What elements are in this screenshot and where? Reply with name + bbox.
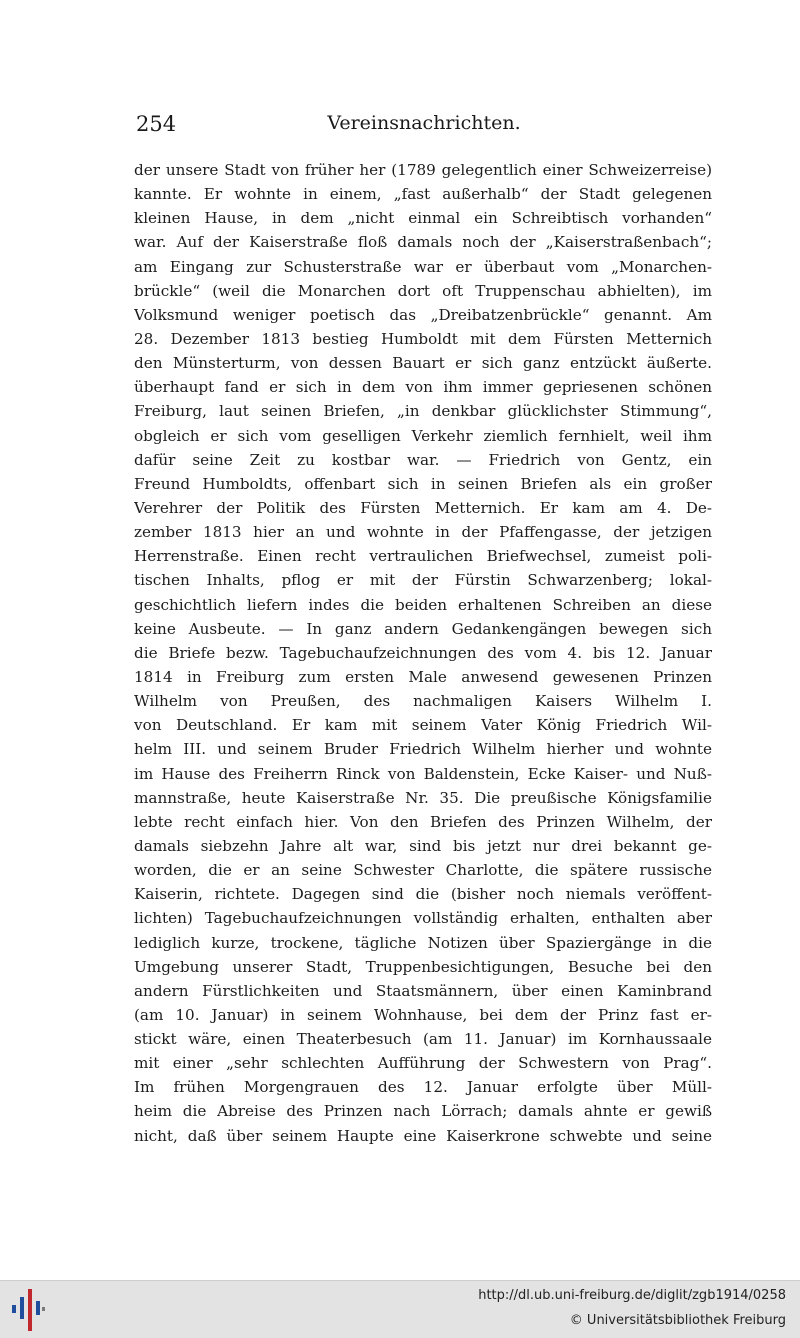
text-line: Verehrer der Politik des Fürsten Metternich. Er kam am 4. De-: [134, 498, 712, 517]
text-line: (am 10. Januar) in seinem Wohnhause, bei dem der Prinz fast er-: [134, 1005, 712, 1024]
text-line: andern Fürstlichkeiten und Staatsmännern, über einen Kaminbrand: [134, 981, 712, 1000]
text-line: der unsere Stadt von früher her (1789 gelegentlich einer Schweizerreise): [134, 161, 712, 179]
text-line: nicht, daß über seinem Haupte eine Kaiserkrone schwebte und seine: [134, 1126, 712, 1145]
text-line: brückle“ (weil die Monarchen dort oft Truppenschau abhielten), im: [134, 281, 712, 300]
text-line: Umgebung unserer Stadt, Truppenbesichtigungen, Besuche bei den: [134, 957, 712, 976]
text-line: am Eingang zur Schusterstraße war er überbaut vom „Monarchen-: [134, 257, 712, 276]
text-line: Volksmund weniger poetisch das „Dreibatzenbrückle“ genannt. Am: [134, 305, 712, 324]
text-line: Herrenstraße. Einen recht vertraulichen Briefwechsel, zumeist poli-: [134, 547, 712, 566]
text-line: Wilhelm von Preußen, des nachmaligen Kaisers Wilhelm I.: [134, 692, 712, 711]
text-line: lichten) Tagebuchaufzeichnungen vollständig erhalten, enthalten aber: [134, 909, 712, 928]
text-line: 28. Dezember 1813 bestieg Humboldt mit dem Fürsten Metternich: [134, 329, 712, 348]
text-line: die Briefe bezw. Tagebuchaufzeichnungen des vom 4. bis 12. Januar: [134, 643, 712, 662]
page-url[interactable]: http://dl.ub.uni-freiburg.de/diglit/zgb1914/0258: [478, 1288, 786, 1303]
ub-freiburg-logo-icon[interactable]: [8, 1287, 48, 1333]
page-header: [136, 112, 712, 142]
running-title: Vereinsnachrichten.: [327, 112, 521, 134]
text-line: keine Ausbeute. — In ganz andern Gedankengängen bewegen sich: [134, 619, 712, 638]
text-line: lebte recht einfach hier. Von den Briefen des Prinzen Wilhelm, der: [134, 812, 712, 831]
text-line: stickt wäre, einen Theaterbesuch (am 11. Januar) im Kornhaussaale: [134, 1030, 712, 1049]
text-line: obgleich er sich vom geselligen Verkehr ziemlich fernhielt, weil ihm: [134, 426, 712, 445]
text-line: Freiburg, laut seinen Briefen, „in denkbar glücklichster Stimmung“,: [134, 402, 712, 421]
text-line: worden, die er an seine Schwester Charlotte, die spätere russische: [134, 861, 712, 880]
text-line: Freund Humboldts, offenbart sich in seinen Briefen als ein großer: [134, 474, 712, 493]
text-line: mannstraße, heute Kaiserstraße Nr. 35. Die preußische Königsfamilie: [134, 788, 712, 807]
copyright-notice: © Universitätsbibliothek Freiburg: [569, 1313, 786, 1328]
text-line: von Deutschland. Er kam mit seinem Vater König Friedrich Wil-: [134, 716, 712, 735]
text-line: im Hause des Freiherrn Rinck von Baldenstein, Ecke Kaiser- und Nuß-: [134, 764, 712, 783]
text-line: zember 1813 hier an und wohnte in der Pfaffengasse, der jetzigen: [134, 523, 712, 542]
text-line: war. Auf der Kaiserstraße floß damals noch der „Kaiserstraßenbach“;: [134, 233, 712, 252]
text-line: damals siebzehn Jahre alt war, sind bis jetzt nur drei bekannt ge-: [134, 836, 712, 855]
text-line: dafür seine Zeit zu kostbar war. — Friedrich von Gentz, ein: [134, 450, 712, 469]
body-text: [134, 158, 712, 1148]
text-line: lediglich kurze, trockene, tägliche Notizen über Spaziergänge in die: [134, 933, 712, 952]
text-line: heim die Abreise des Prinzen nach Lörrach; damals ahnte er gewiß: [134, 1102, 712, 1121]
text-line: helm III. und seinem Bruder Friedrich Wilhelm hierher und wohnte: [134, 740, 712, 759]
page-number: 254: [136, 112, 177, 136]
text-line: kleinen Hause, in dem „nicht einmal ein Schreibtisch vorhanden“: [134, 209, 712, 228]
text-line: geschichtlich liefern indes die beiden erhaltenen Schreiben an diese: [134, 595, 712, 614]
text-line: kannte. Er wohnte in einem, „fast außerhalb“ der Stadt gelegenen: [134, 185, 712, 204]
text-line: mit einer „sehr schlechten Aufführung der Schwestern von Prag“.: [134, 1054, 712, 1073]
text-line: Kaiserin, richtete. Dagegen sind die (bisher noch niemals veröffent-: [134, 885, 712, 904]
text-line: den Münsterturm, von dessen Bauart er sich ganz entzückt äußerte.: [134, 354, 712, 373]
viewer-footer: [0, 1280, 800, 1338]
text-line: überhaupt fand er sich in dem von ihm immer gepriesenen schönen: [134, 378, 712, 397]
text-line: Im frühen Morgengrauen des 12. Januar erfolgte über Müll-: [134, 1078, 712, 1097]
text-line: tischen Inhalts, pflog er mit der Fürstin Schwarzenberg; lokal-: [134, 571, 712, 590]
text-line: 1814 in Freiburg zum ersten Male anwesend gewesenen Prinzen: [134, 667, 712, 686]
